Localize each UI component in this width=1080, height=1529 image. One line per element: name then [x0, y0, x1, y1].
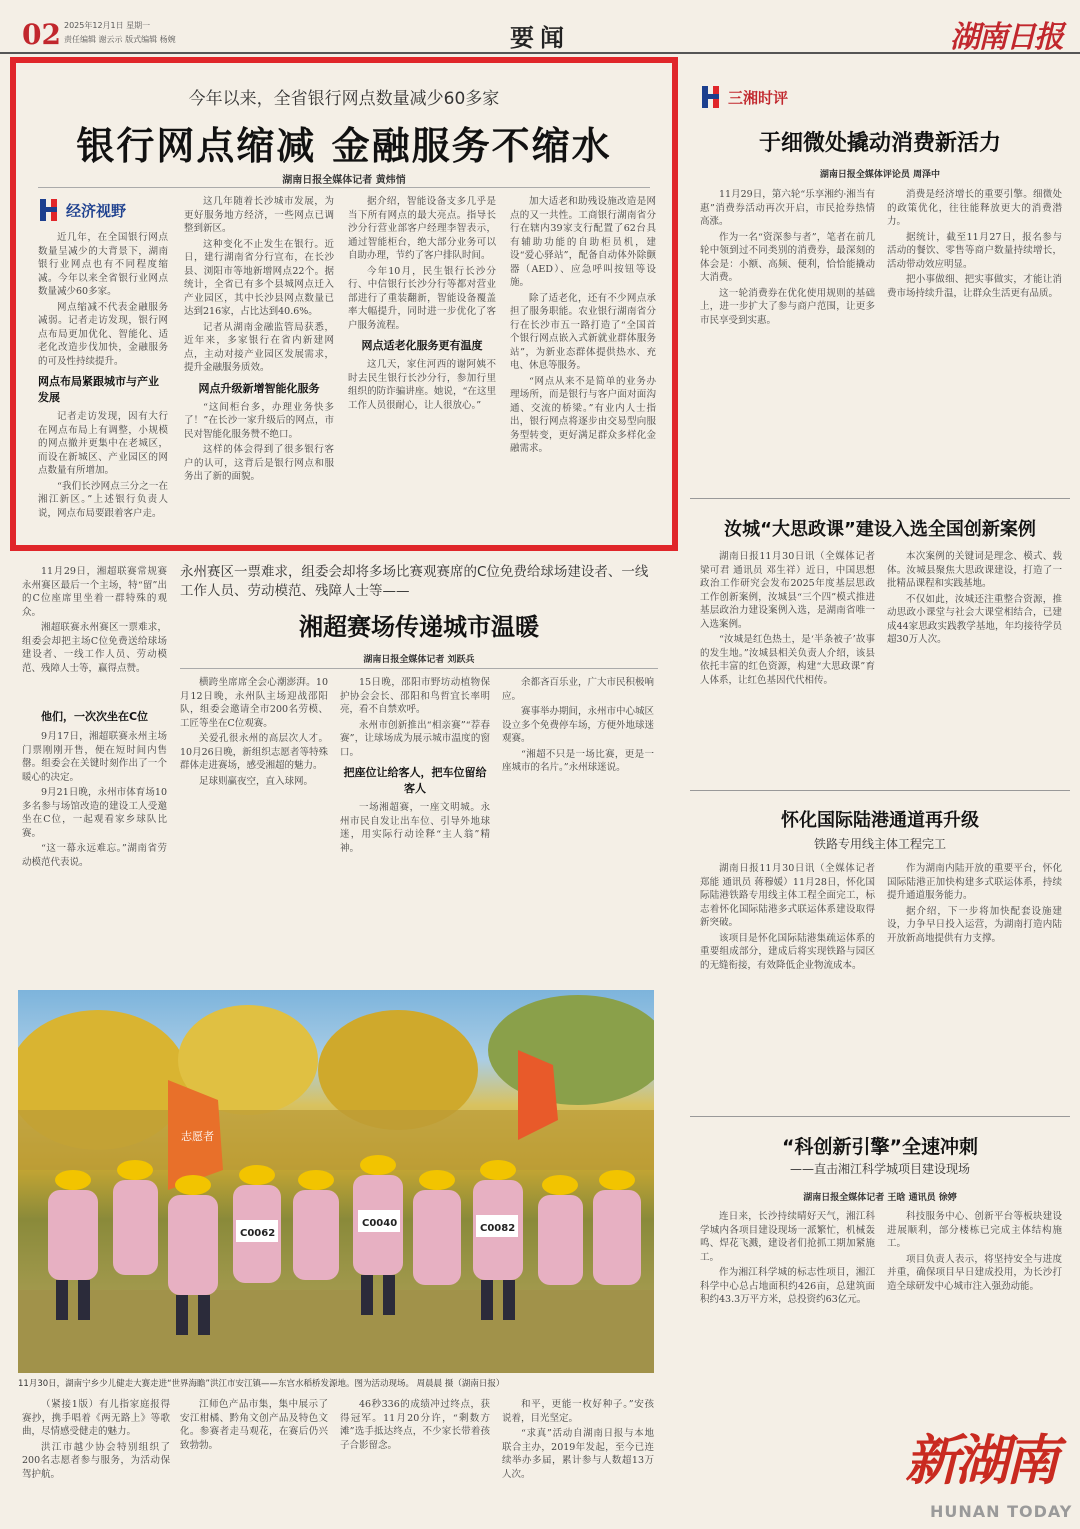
- paragraph: 把小事做细、把实事做实，才能让消费市场持续升温，让群众生活更有品质。: [887, 274, 1062, 299]
- paragraph: “汝城是红色热土，是‘半条被子’故事的发生地。”汝城县相关负责人介绍，该县依托丰富的红色资源，构建“大思政课”育人体系，让红色基因代代相传。: [700, 634, 875, 686]
- paragraph: 记者从湖南金融监管局获悉，近年来，多家银行在省内新建网点，主动对接产业园区发展需求，提升金融服务质效。: [184, 321, 334, 373]
- soccer-column-4: [502, 676, 654, 976]
- paragraph: 永州市创新推出“相亲赛”“荐春赛”，让球场成为展示城市温度的窗口。: [340, 719, 490, 758]
- paragraph: 11月29日，湘超联赛常规赛永州赛区最后一个主场，特“留”出的C位座席里坐着一群特殊的观众。: [22, 566, 167, 618]
- divider: [690, 790, 1070, 791]
- huaihua-headline[interactable]: 怀化国际陆港通道再升级: [781, 810, 979, 831]
- paragraph: 9月21日晚，永州市体育场10多名参与场馆改造的建设工人受邀坐在C位，一起观看家乡球队比赛。: [22, 787, 167, 839]
- paragraph: 除了适老化，还有不少网点承担了服务职能。农业银行湖南省分行在长沙市五一路打造了“全国首个银行网点嵌入式新就业群体服务站”，为新业态群体提供热水、充电、休息等服务。: [510, 292, 656, 371]
- paragraph: 11月29日，第六轮“乐享湘约·湘当有惠”消费券活动再次开启，市民抢券热情高涨。: [700, 189, 875, 227]
- commentary-column-1: [700, 188, 875, 488]
- huaihua-column-1: [700, 862, 875, 1102]
- column-tag: [38, 199, 168, 221]
- soccer-byline: 湖南日报全媒体记者 刘跃兵: [363, 655, 475, 665]
- column-tag-label: 经济视野: [66, 201, 127, 220]
- banking-col1-text: [38, 231, 168, 541]
- paragraph: 和平，更能一枚好种子。”安孩说着，目光坚定。: [502, 1399, 654, 1424]
- paper-logo[interactable]: 湖南日报: [950, 20, 1062, 55]
- paragraph: 江师色产品市集，集中展示了安江柑橘、黔角文创产品及特色文化。参赛者走马观花，在赛后仍兴致勃勃。: [180, 1399, 328, 1451]
- banking-feature-box: [10, 57, 678, 551]
- paragraph: 关爱孔很永州的高层次人才。10月26日晚，新组织志愿者等特殊群体走进赛场，感受湘超的魅力。: [180, 733, 328, 771]
- paragraph: 湖南日报11月30日讯（全媒体记者 郑能 通讯员 蒋穆媛）11月28日，怀化国际陆港铁路专用线主体工程全面完工，标志着怀化国际陆港多式联运体系建设取得新突破。: [700, 863, 875, 928]
- photo-caption: 11月30日，湖南宁乡少儿健走大赛走进“世界海瞻”洪江市安江镇——东宫水稻桥发源地。图为活动现场。 周晨晨 摄（湖南日报）: [18, 1379, 505, 1389]
- editors-line: 责任编辑 谢云示 版式编辑 杨婉: [64, 35, 176, 44]
- paragraph: “这一幕永远难忘。”湖南省劳动模范代表说。: [22, 843, 167, 868]
- paragraph: 不仅如此，汝城还注重整合资源，推动思政小课堂与社会大课堂相结合，已建成44家思政实践教学基地，年均接待学员超30万人次。: [887, 593, 1062, 645]
- paragraph: “湘超不只是一场比赛，更是一座城市的名片。”永州球迷说。: [502, 748, 654, 773]
- commentary-column-tag: [700, 86, 788, 108]
- banking-subtitle: 今年以来，全省银行网点数量减少60多家: [188, 89, 500, 109]
- paragraph: 项目负责人表示，将坚持安全与进度并重，确保项目早日建成投用，为长沙打造全球研发中心城市注入强劲动能。: [887, 1253, 1062, 1292]
- paragraph: 46秒336的成绩冲过终点，获得冠军。11月20分许，“剩数方滩”选手抵达终点，不少家长带着孩子合影留念。: [340, 1399, 490, 1451]
- paragraph: 今年10月，民生银行长沙分行、中信银行长沙分行等都对营业部进行了重装翻新，智能设备覆盖率大幅提升，同时进一步优化了客户服务流程。: [348, 265, 496, 331]
- huaihua-column-2: [887, 862, 1062, 1102]
- paragraph: 该项目是怀化国际陆港集疏运体系的重要组成部分，建成后将实现铁路与园区的无缝衔接，有效降低企业物流成本。: [700, 932, 875, 971]
- paragraph: 作为一名“资深参与者”，笔者在前几轮中领到过不同类别的消费券，最深刻的体会是：小额、高频、便利，恰恰能撬动大消费。: [700, 231, 875, 283]
- paragraph: 一场湘超赛，一座文明城。永州市民自发让出车位、引导外地球迷，用实际行动诠释“主人翁”精神。: [340, 802, 490, 854]
- banking-subhead-2: 网点升级新增智能化服务: [198, 381, 320, 395]
- photo-illustration: [18, 990, 654, 1373]
- sizheng-column-2: [887, 550, 1062, 780]
- bib-number: C0040: [362, 1218, 398, 1229]
- soccer-column-3: [340, 676, 490, 976]
- paragraph: 据介绍，下一步将加快配套设施建设，力争早日投入运营，为湖南打造内陆开放新高地提供有力支撑。: [887, 905, 1062, 944]
- paragraph: 这几天，家住河西的谢阿姨不时去民生银行长沙分行，参加行里组织的防诈骗讲座。她说，“在这里工作人员很耐心，让人很放心。”: [348, 359, 496, 411]
- paragraph: 据统计，截至11月27日，报名参与活动的餐饮、零售等商户数量持续增长，活动带动效应明显。: [887, 231, 1062, 270]
- hunan-daily-logo-icon: [700, 86, 722, 108]
- divider: [690, 1116, 1070, 1117]
- page-number: 02: [22, 18, 61, 51]
- watermark-logo: 新湖南: [905, 1428, 1055, 1492]
- commentary-headline[interactable]: 于细微处撬动消费新活力: [758, 131, 1001, 156]
- paragraph: 这几年随着长沙城市发展，为更好服务地方经济，一些网点已调整到新区。: [184, 196, 334, 234]
- banking-subhead-1: 网点布局紧跟城市与产业发展: [38, 375, 159, 404]
- paragraph: 作为湖南内陆开放的重要平台，怀化国际陆港正加快构建多式联运体系，持续提升通道服务能力。: [887, 863, 1062, 901]
- continuation-column-1: [22, 1398, 170, 1523]
- green-tree: [488, 995, 654, 1105]
- paragraph: 赛事举办期间，永州市中心城区设立多个免费停车场，方便外地球迷观赛。: [502, 706, 654, 744]
- flag-text: 志愿者: [181, 1130, 214, 1143]
- divider: [690, 498, 1070, 499]
- paragraph: 加大适老和助残设施改造是网点的又一共性。工商银行湖南省分行在辖内39家支行配置了62台具有辅助功能的自助柜员机，建设“爱心驿站”，配备自动体外除颤器（AED）、应急呼叫按钮等设施。: [510, 196, 656, 288]
- banking-headline[interactable]: 银行网点缩减 金融服务不缩水: [76, 124, 612, 168]
- soccer-lead-column: [22, 565, 167, 693]
- soccer-headline[interactable]: 湘超赛场传递城市温暖: [299, 613, 539, 641]
- paragraph: “我们长沙网点三分之一在湘江新区。”上述银行负责人说，网点布局要跟着客户走。: [38, 480, 168, 519]
- continuation-column-4: [502, 1398, 654, 1523]
- huaihua-subtitle: 铁路专用线主体工程完工: [813, 837, 946, 851]
- divider: [180, 668, 658, 669]
- soccer-subhead-left: 他们，一次次坐在C位: [40, 710, 149, 723]
- soccer-left-column: [22, 700, 167, 980]
- paragraph: 湖南日报11月30日讯（全媒体记者 梁可君 通讯员 邓生祥）近日，中国思想政治工作研究会发布2025年度基层思政工作创新案例，汝城县“三个四”模式推进基层政治力建设案例入选，是湖南省唯一入选案例。: [700, 551, 875, 630]
- kechuang-subtitle: ——直击湘江科学城项目建设现场: [789, 1162, 970, 1176]
- paragraph: 湘超联赛永州赛区一票难求，组委会却把主场C位免费送给球场建设者、一线工作人员、劳动模范、残障人士等，赢得点赞。: [22, 622, 167, 674]
- bib-number: C0062: [240, 1228, 276, 1239]
- paragraph: 作为湘江科学城的标志性项目，湘江科学中心总占地面积约426亩，总建筑面积约43.3万平方米，总投资约63亿元。: [700, 1267, 875, 1305]
- kechuang-column-1: [700, 1210, 875, 1420]
- watermark-text: HUNAN TODAY: [930, 1502, 1073, 1521]
- paragraph: 横跨坐席席全会心潮澎湃。10月12日晚，永州队主场迎战邵阳队，组委会邀请全市200名劳模、工匠等坐在C位观赛。: [180, 677, 328, 729]
- paragraph: 本次案例的关键词是理念、模式、载体。汝城县聚焦大思政课建设，打造了一批精品课程和实践基地。: [887, 551, 1062, 589]
- paragraph: “求真”活动自湖南日报与本地联合主办，2019年发起，至今已连续举办多届，累计参与人数超13万人次。: [502, 1428, 654, 1480]
- commentary-byline: 湖南日报全媒体评论员 周泽中: [819, 170, 941, 180]
- sizheng-headline[interactable]: 汝城“大思政课”建设入选全国创新案例: [724, 519, 1036, 540]
- paragraph: 9月17日，湘超联赛永州主场门票刚刚开售，便在短时间内售罄。组委会在关键时刻作出了一个暖心的决定。: [22, 731, 167, 783]
- paragraph: 近几年，在全国银行网点数量呈减少的大背景下，湖南银行业网点也有不同程度缩减。今年以来全省银行业网点数量减少60多家。: [38, 232, 168, 297]
- paragraph: （紧接1版）有儿指家庭报得赛抄，携手唱着《两无路上》等歌曲，尽情感受健走的魅力。: [22, 1399, 170, 1437]
- banking-column-4: [510, 195, 656, 540]
- banking-column-2: [184, 195, 334, 540]
- ground: [18, 1290, 654, 1373]
- paragraph: “网点从来不是简单的业务办理场所，而是银行与客户面对面沟通、交流的桥梁。”有业内人士指出，银行网点将逐步由交易型向服务型转变，更好满足群众多样化金融需求。: [510, 375, 656, 454]
- soccer-subhead-col3: 把座位让给客人，把车位留给客人: [343, 766, 487, 795]
- kechuang-headline[interactable]: “科创新引擎”全速冲刺: [782, 1136, 978, 1158]
- paragraph: 这种变化不止发生在银行。近日，建行湖南省分行宣布，在长沙县、浏阳市等地新增网点22个。据统计，全省已有多个县城网点迁入产业园区，其中长沙县网点数量已达到216家，占比达到40.6%。: [184, 238, 334, 317]
- paragraph: 这样的体会得到了很多银行客户的认可，这背后是银行网点和服务出了新的面貌。: [184, 444, 334, 482]
- paragraph: 余都吝百乐业，广大市民积极响应。: [502, 677, 654, 702]
- paragraph: 连日来，长沙持续晴好天气，湘江科学城内各项目建设现场一派繁忙，机械轰鸣、焊花飞溅，建设者们抢抓工期加紧施工。: [700, 1211, 875, 1263]
- banking-column-3: [348, 195, 496, 540]
- column-tag-label: 三湘时评: [728, 88, 789, 107]
- paragraph: “这间柜台多，办理业务快多了！”在长沙一家升级后的网点，市民对智能化服务赞不绝口。: [184, 401, 334, 440]
- section-title: 要闻: [510, 23, 570, 52]
- banking-subhead-3: 网点适老化服务更有温度: [361, 339, 483, 352]
- continuation-column-3: [340, 1398, 490, 1523]
- paragraph: 据介绍，智能设备支多几乎是当下所有网点的最大亮点。指导长沙分行营业部客户经理李智表示，通过智能柜台，绝大部分业务可以自助办理，节约了客户排队时间。: [348, 196, 496, 261]
- paragraph: 这一轮消费券在优化使用规则的基础上，进一步扩大了参与商户范围，让更多市民享受到实惠。: [700, 287, 875, 326]
- foliage-band: [18, 1110, 654, 1170]
- paragraph: 15日晚，邵阳市野坊动植物保护协会会长、邵阳和鸟哲宜长率明亮，看不自禁欢呼。: [340, 677, 490, 715]
- banking-column-1: [38, 199, 168, 539]
- soccer-subtitle: 永州赛区一票难求，组委会却将多场比赛观赛席的C位免费给球场建设者、一线工作人员、劳动模范、残障人士等——: [180, 564, 649, 599]
- soccer-left-text: [22, 730, 167, 980]
- commentary-column-2: [887, 188, 1062, 488]
- paragraph: 足球则赢夜空，直入球网。: [199, 775, 314, 787]
- event-photo[interactable]: [18, 990, 654, 1373]
- bib-number: C0082: [480, 1223, 516, 1234]
- kechuang-column-2: [887, 1210, 1062, 1410]
- divider: [38, 187, 650, 188]
- paragraph: 网点缩减不代表金融服务减弱。记者走访发现，银行网点布局更加优化、智能化、适老化改造步伐加快，金融服务的可及性持续提升。: [38, 301, 168, 367]
- hunan-daily-logo-icon: [38, 199, 60, 221]
- date-line: 2025年12月1日 星期一: [64, 21, 151, 30]
- sizheng-column-1: [700, 550, 875, 780]
- paragraph: 记者走访发现，因有大行在网点布局上有调整，小规模的网点撤并更集中在老城区，而设在新城区、产业园区的网点数量有所增加。: [38, 411, 168, 476]
- kechuang-byline: 湖南日报全媒体记者 王晗 通讯员 徐婷: [803, 1193, 957, 1203]
- continuation-column-2: [180, 1398, 328, 1523]
- paragraph: 消费是经济增长的重要引擎。细微处的政策优化，往往能释放更大的消费潜力。: [887, 189, 1062, 227]
- banking-byline: 湖南日报全媒体记者 黄炜悄: [282, 175, 406, 186]
- soccer-column-2: [180, 676, 328, 976]
- paragraph: 科技服务中心、创新平台等板块建设进展顺利，部分楼栋已完成主体结构施工。: [887, 1211, 1062, 1249]
- paragraph: 洪江市越少协会特别组织了200名志愿者参与服务，为活动保驾护航。: [22, 1441, 170, 1480]
